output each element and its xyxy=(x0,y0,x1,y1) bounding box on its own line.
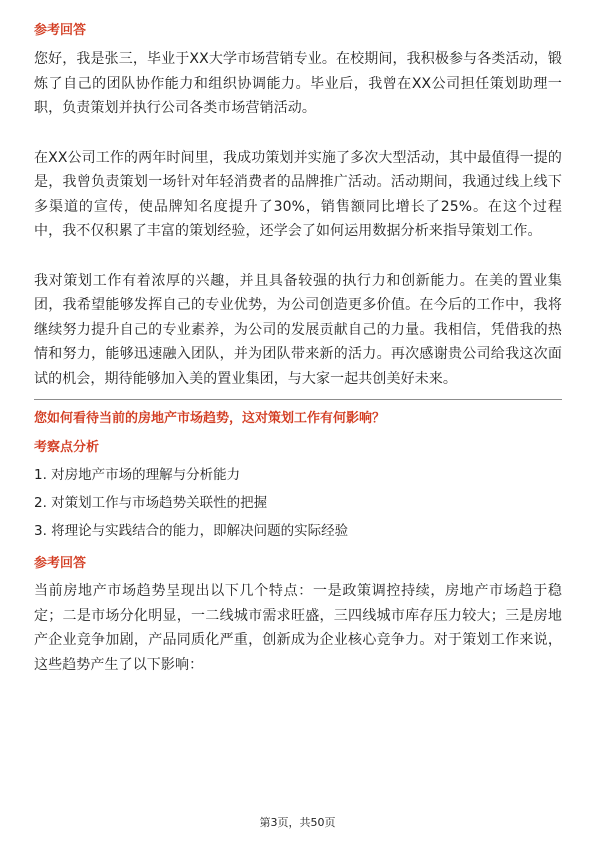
answer-paragraph: 您好，我是张三，毕业于XX大学市场营销专业。在校期间，我积极参与各类活动，锻炼了自己的团队协作能力和组织协调能力。毕业后，我曾在XX公司担任策划助理一职，负责策划并执行公司各类市场营销活动。 xyxy=(34,51,562,116)
list-item: 3. 将理论与实践结合的能力，即解决问题的实际经验 xyxy=(34,523,349,539)
answer-paragraph: 在XX公司工作的两年时间里，我成功策划并实施了多次大型活动，其中最值得一提的是，我曾负责策划一场针对年轻消费者的品牌推广活动。活动期间，我通过线上线下多渠道的宣传，使品牌知名度提升了30%，销售额同比增长了25%。在这个过程中，我不仅积累了丰富的策划经验，还学会了如何运用数据分析来指导策划工作。 xyxy=(34,149,562,239)
page-number: 第3页，共50页 xyxy=(259,816,336,829)
answer-label: 参考回答 xyxy=(34,556,87,571)
answer-paragraph: 我对策划工作有着浓厚的兴趣，并且具备较强的执行力和创新能力。在美的置业集团，我希望能够发挥自己的专业优势，为公司创造更多价值。在今后的工作中，我将继续努力提升自己的专业素养，为公司的发展贡献自己的力量。我相信，凭借我的热情和努力，能够迅速融入团队，并为团队带来新的活力。再次感谢贵公司给我这次面试的机会，期待能够加入美的置业集团，与大家一起共创美好未来。 xyxy=(34,272,562,387)
list-item: 2. 对策划工作与市场趋势关联性的把握 xyxy=(34,495,268,511)
document-page xyxy=(34,20,562,677)
answer-label: 参考回答 xyxy=(34,23,87,38)
list-item: 1. 对房地产市场的理解与分析能力 xyxy=(34,467,241,483)
answer-paragraph: 当前房地产市场趋势呈现出以下几个特点：一是政策调控持续，房地产市场趋于稳定；二是市场分化明显，一二线城市需求旺盛，三四线城市库存压力较大；三是房地产企业竞争加剧，产品同质化严重，创新成为企业核心竞争力。对于策划工作来说，这些趋势产生了以下影响： xyxy=(34,583,562,673)
question-heading: 您如何看待当前的房地产市场趋势，这对策划工作有何影响？ xyxy=(34,411,386,426)
analysis-label: 考察点分析 xyxy=(34,440,100,455)
section-divider xyxy=(34,399,562,400)
